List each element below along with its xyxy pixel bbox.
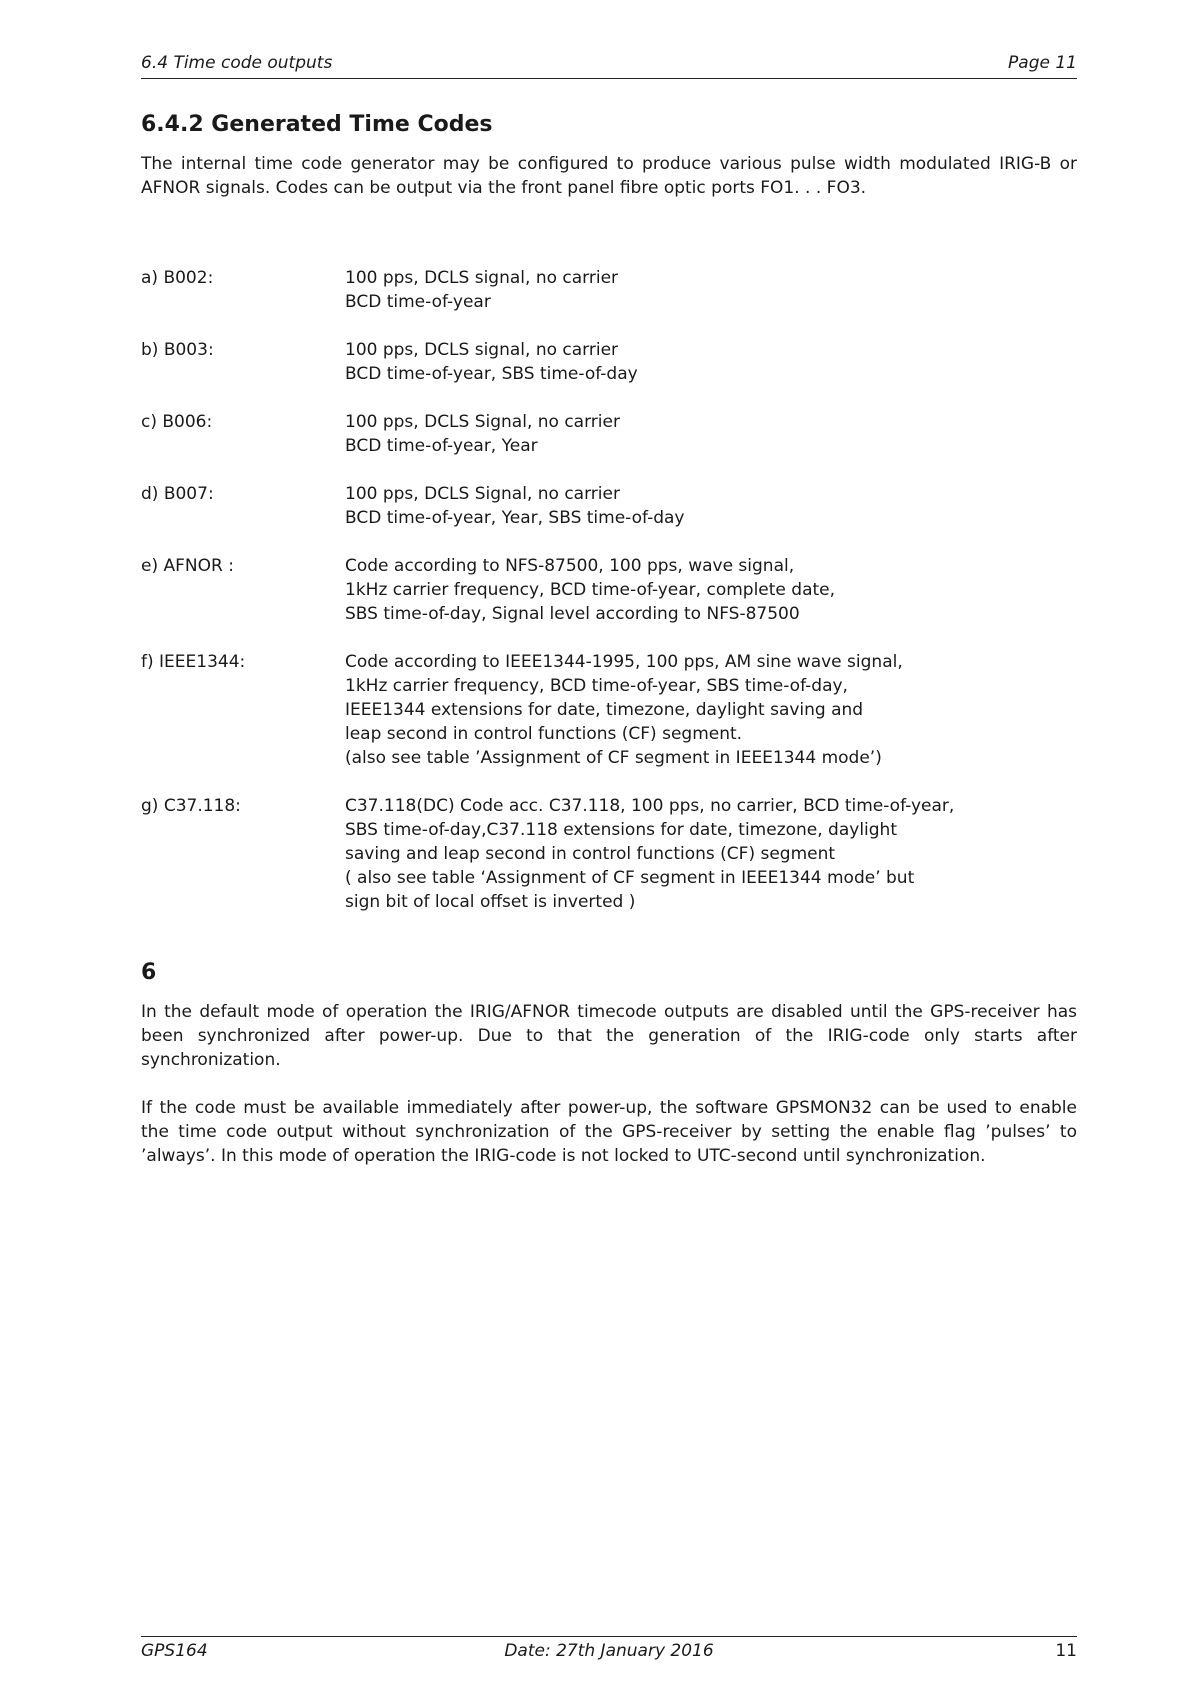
page-content [141,108,1077,1168]
footer-date: Date: 27th January 2016 [504,1641,714,1661]
code-line: leap second in control functions (CF) segment. [345,724,743,744]
code-line: BCD time-of-year [345,292,491,312]
code-description [345,482,1077,530]
code-description [345,794,1077,914]
section-2-heading: 6 [141,960,157,985]
code-item-b002 [141,266,1077,314]
header-page-number: Page 11 [1008,53,1077,73]
code-item-afnor [141,554,1077,626]
code-line: saving and leap second in control functions (CF) segment [345,844,836,864]
code-description [345,338,1077,386]
code-line: 1kHz carrier frequency, BCD time-of-year, SBS time-of-day, [345,676,848,696]
code-line: BCD time-of-year, Year, SBS time-of-day [345,508,685,528]
code-item-b006 [141,410,1077,458]
code-line: 1kHz carrier frequency, BCD time-of-year, complete date, [345,580,836,600]
code-label: e) AFNOR : [141,556,234,576]
code-list [141,266,1077,914]
code-label: g) C37.118: [141,796,241,816]
code-description [345,410,1077,458]
code-line: sign bit of local offset is inverted ) [345,892,636,912]
code-line: (also see table ’Assignment of CF segment in IEEE1344 mode’) [345,748,882,768]
footer-product-name: GPS164 [141,1641,208,1661]
code-item-c37-118 [141,794,1077,914]
code-label: d) B007: [141,484,214,504]
header-section-title: 6.4 Time code outputs [141,53,333,73]
intro-paragraph: The internal time code generator may be configured to produce various pulse width modulated IRIG-B or AFNOR signals. Codes can be output via the front panel fibre optic ports FO1. . . FO3. [141,154,1077,198]
page-footer [141,1636,1077,1663]
code-label: a) B002: [141,268,214,288]
code-line: C37.118(DC) Code acc. C37.118, 100 pps, no carrier, BCD time-of-year, [345,796,955,816]
section-heading: 6.4.2 Generated Time Codes [141,112,493,137]
code-item-ieee1344 [141,650,1077,770]
code-line: Code according to IEEE1344-1995, 100 pps, AM sine wave signal, [345,652,903,672]
code-line: 100 pps, DCLS signal, no carrier [345,268,619,288]
code-line: SBS time-of-day, Signal level according to NFS-87500 [345,604,800,624]
code-line: Code according to NFS-87500, 100 pps, wave signal, [345,556,795,576]
footer-page-number: 11 [1055,1641,1077,1661]
code-item-b003 [141,338,1077,386]
code-label: b) B003: [141,340,214,360]
code-line: SBS time-of-day,C37.118 extensions for date, timezone, daylight [345,820,898,840]
code-line: IEEE1344 extensions for date, timezone, daylight saving and [345,700,864,720]
page-header [141,52,1077,79]
paragraph-spacer [141,1072,1077,1096]
enable-output-paragraph: If the code must be available immediately after power-up, the software GPSMON32 can be used to enable the time code output without synchronization of the GPS-receiver by setting the enable flag ’pulses’ to ’always’. In this mode of operation the IRIG-code is not locked to UTC-second until synchronization. [141,1098,1077,1166]
code-description [345,266,1077,314]
code-item-b007 [141,482,1077,530]
code-description [345,554,1077,626]
code-label: c) B006: [141,412,213,432]
code-line: 100 pps, DCLS Signal, no carrier [345,484,620,504]
code-line: BCD time-of-year, Year [345,436,538,456]
code-line: 100 pps, DCLS signal, no carrier [345,340,619,360]
code-line: 100 pps, DCLS Signal, no carrier [345,412,620,432]
code-line: BCD time-of-year, SBS time-of-day [345,364,638,384]
code-label: f) IEEE1344: [141,652,246,672]
code-description [345,650,1077,770]
default-mode-paragraph: In the default mode of operation the IRIG/AFNOR timecode outputs are disabled until the GPS-receiver has been synchronized after power-up. Due to that the generation of the IRIG-code only starts after synchronization. [141,1002,1077,1070]
code-line: ( also see table ‘Assignment of CF segment in IEEE1344 mode’ but [345,868,915,888]
